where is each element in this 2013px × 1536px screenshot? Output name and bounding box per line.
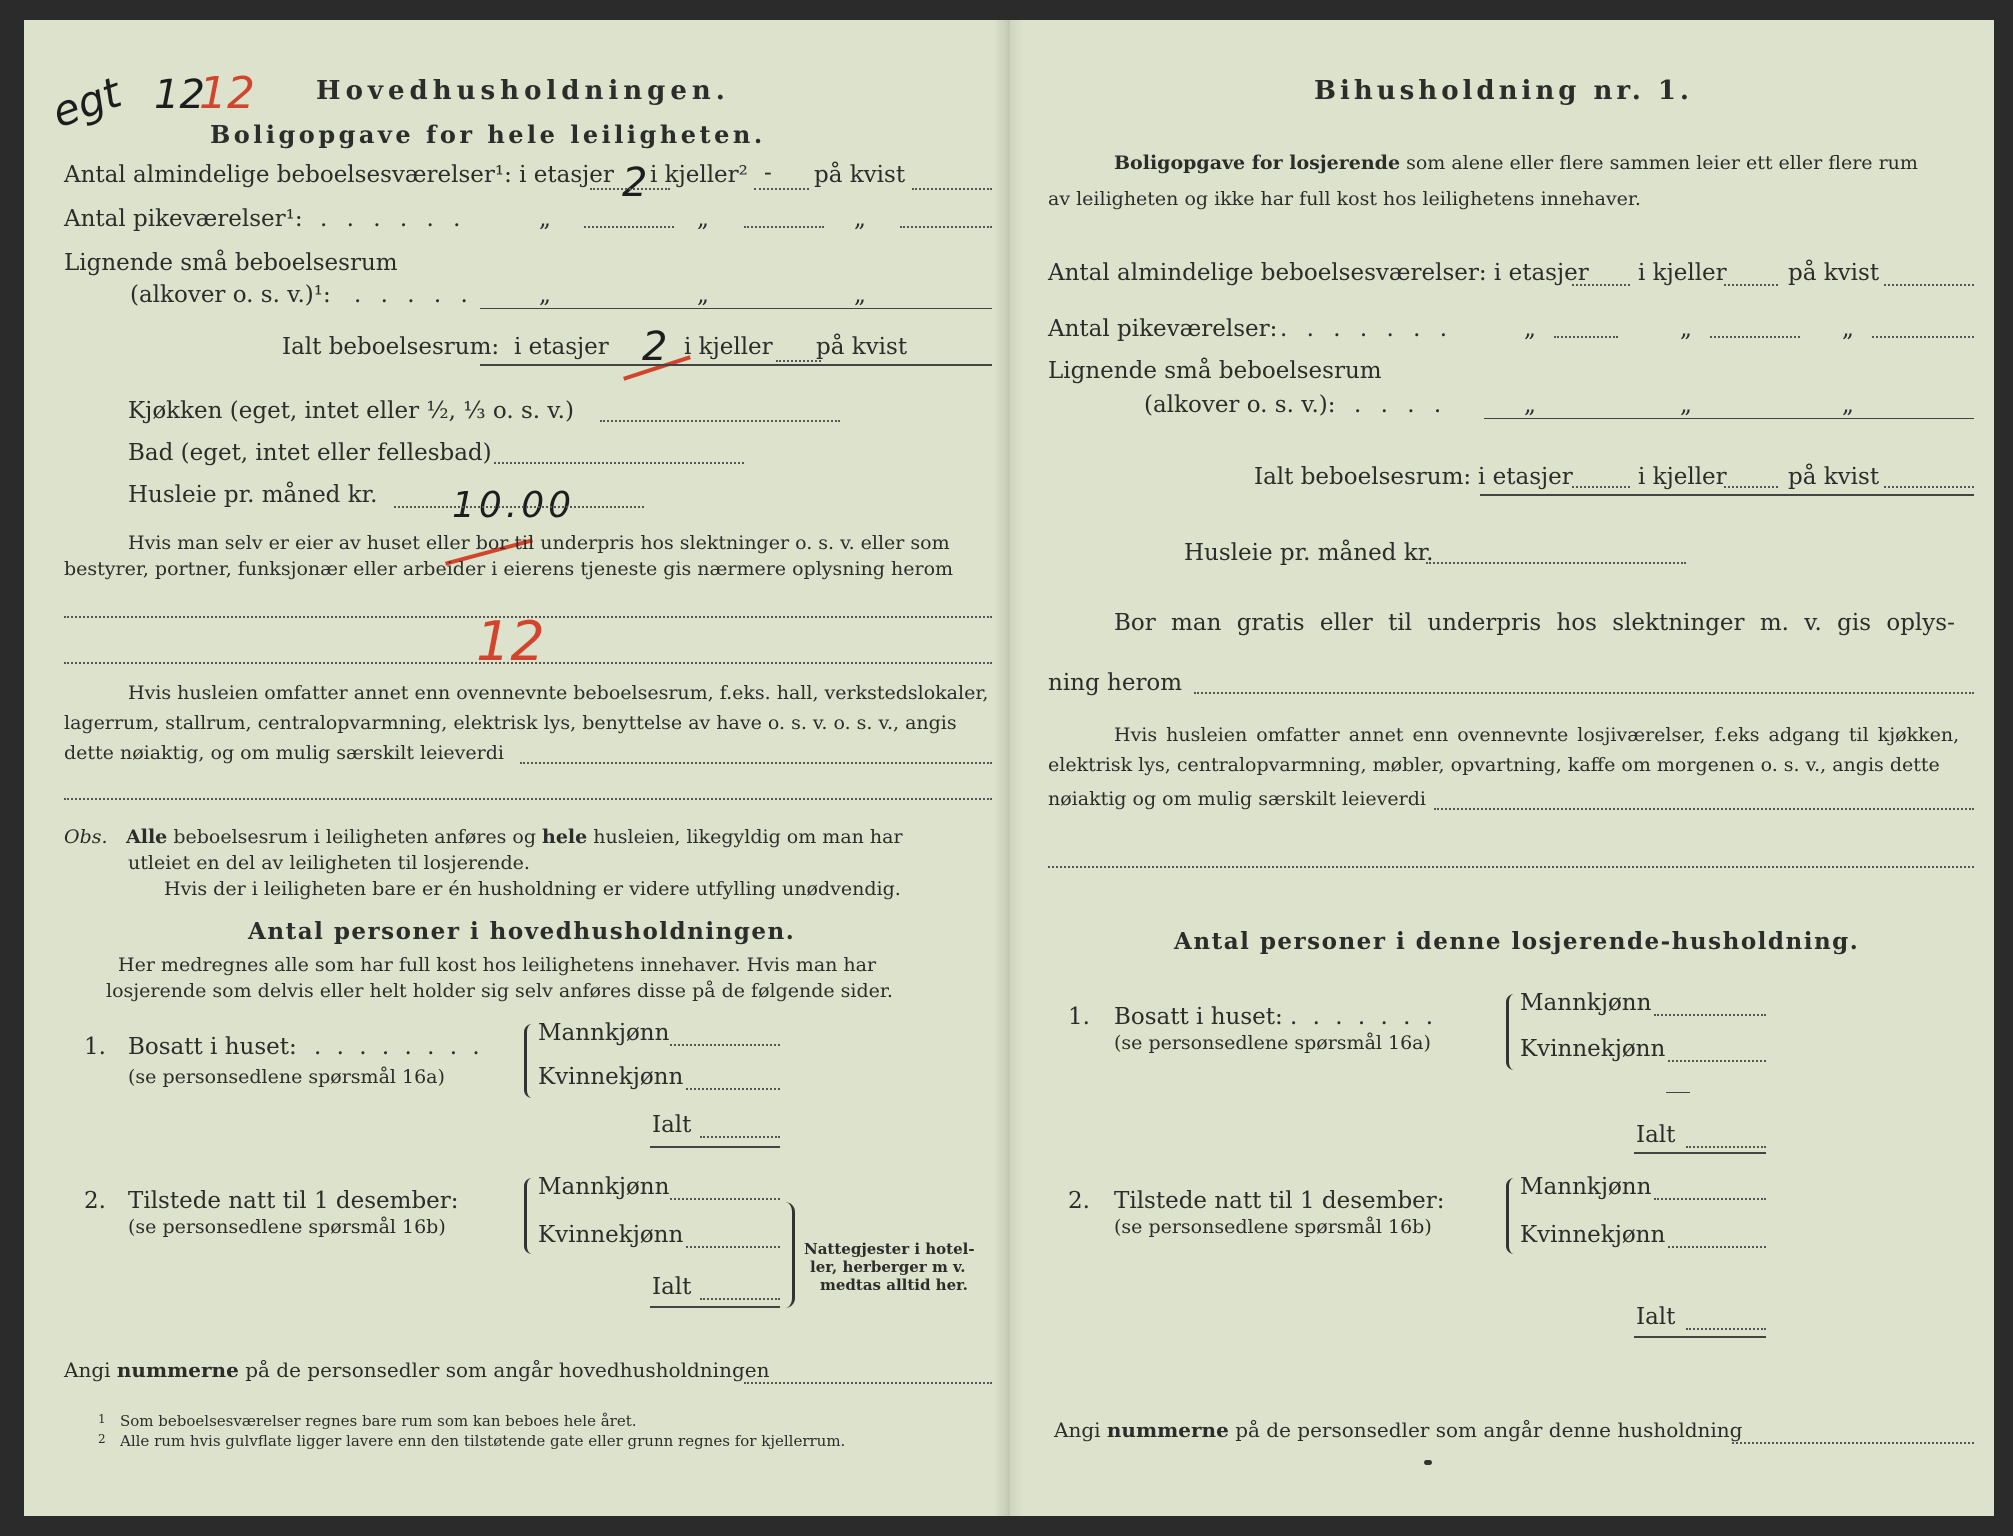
right-q2-brace — [1506, 1178, 1519, 1254]
left-persons-line1: Her medregnes alle som har full kost hos leilighetens innehaver. Hvis man har — [118, 954, 877, 976]
right-angi-c: på de personsedler som angår denne husholdning — [1235, 1418, 1743, 1442]
page-fold — [994, 20, 1024, 1516]
left-kjokken: Kjøkken (eget, intet eller ½, ⅓ o. s. v.) — [128, 398, 574, 424]
left-bad-line — [494, 462, 744, 464]
scrawl-top-left-2: 12 — [154, 72, 205, 118]
scrawl-top-left: egt — [45, 67, 128, 138]
left-title: Hovedhusholdningen. — [316, 76, 730, 106]
right-angi-line — [1732, 1442, 1974, 1444]
left-r3-ditto-1: „ — [539, 282, 551, 308]
left-q1-brace — [524, 1024, 537, 1098]
left-r3-dots: . . . . . — [354, 282, 474, 308]
right-intro-line2: av leiligheten og ikke har full kost hos leilighetens innehaver. — [1048, 188, 1641, 210]
right-q2-num: 2. — [1068, 1188, 1090, 1214]
left-obs-text2: husleien, likegyldig om man har — [593, 826, 903, 848]
left-para2-line3: dette nøiaktig, og om mulig særskilt leieverdi — [64, 742, 504, 764]
left-q2-sub: (se personsedlene spørsmål 16b) — [128, 1216, 446, 1238]
right-q2-kvinne: Kvinnekjønn — [1520, 1222, 1666, 1248]
right-r1-kjeller: i kjeller — [1638, 260, 1727, 286]
right-ialt-kvist-line — [1884, 486, 1974, 488]
right-r2-dots: . . . . . . . — [1280, 316, 1454, 342]
right-q2-mann: Mannkjønn — [1520, 1174, 1652, 1200]
right-q1-ialt: Ialt — [1636, 1122, 1676, 1148]
right-q2-ialt: Ialt — [1636, 1304, 1676, 1330]
right-q1-kvinne: Kvinnekjønn — [1520, 1036, 1666, 1062]
left-q2-ialt-rule — [650, 1306, 780, 1308]
left-obs-line3: Hvis der i leiligheten bare er én husholdning er videre utfylling unødvendig. — [164, 878, 901, 900]
right-angi — [1054, 1418, 1742, 1442]
right-ialt-rule — [1480, 494, 1974, 496]
right-r2-ditto-3: „ — [1842, 316, 1854, 342]
right-q1-mann-line — [1654, 1014, 1766, 1016]
right-r2-ditto-2: „ — [1680, 316, 1692, 342]
left-obs-hele: hele — [542, 826, 588, 848]
left-husleie: Husleie pr. måned kr. — [128, 482, 378, 508]
left-angi — [64, 1358, 769, 1382]
left-q2-right-brace — [782, 1202, 795, 1308]
left-natt-note-1: Nattegjester i hotel- — [804, 1240, 975, 1258]
left-fn2: Alle rum hvis gulvflate ligger lavere enn den tilstøtende gate eller grunn regnes for kjellerrum. — [120, 1432, 846, 1450]
left-q1-ialt-line — [700, 1136, 780, 1138]
right-ialt-kvist: på kvist — [1788, 464, 1880, 490]
left-persons-title: Antal personer i hovedhusholdningen. — [248, 918, 796, 945]
left-para2-line2: lagerrum, stallrum, centralopvarmning, elektrisk lys, benyttelse av have o. s. v. o. s. v., angis — [64, 712, 957, 734]
left-para2-line-b — [64, 798, 992, 800]
left-para1-line2: bestyrer, portner, funksjonær eller arbeider i eierens tjeneste gis nærmere oplysning herom — [64, 558, 954, 580]
right-q2-mann-line — [1654, 1198, 1766, 1200]
right-q1-mann: Mannkjønn — [1520, 990, 1652, 1016]
left-q1-label: Bosatt i huset: — [128, 1034, 297, 1060]
left-r3-label-1: Lignende små beboelsesrum — [64, 250, 398, 276]
right-r3-ditto-2: „ — [1680, 392, 1692, 418]
right-q1-dots: . . . . . . . — [1290, 1004, 1438, 1030]
left-ialt-label: Ialt beboelsesrum: — [282, 334, 500, 360]
right-r3-rule — [1484, 418, 1974, 419]
left-r2-dots: . . . . . . — [320, 206, 467, 232]
right-q2-sub: (se personsedlene spørsmål 16b) — [1114, 1216, 1432, 1238]
left-fn2-num: 2 — [98, 1432, 106, 1446]
right-q1-brace — [1506, 994, 1519, 1070]
left-obs-label: Obs. — [64, 826, 108, 848]
left-bad: Bad (eget, intet eller fellesbad) — [128, 440, 492, 466]
left-q2-num: 2. — [84, 1188, 106, 1214]
left-q1-kvinne-line — [686, 1088, 780, 1090]
right-intro-bold: Boligopgave for losjerende — [1114, 152, 1401, 174]
right-ialt-kjeller: i kjeller — [1638, 464, 1727, 490]
right-angi-nummerne: nummerne — [1106, 1418, 1229, 1442]
right-ialt-kjeller-line — [1724, 486, 1778, 488]
left-kjokken-line — [600, 420, 840, 422]
left-fn1: Som beboelsesværelser regnes bare rum som kan beboes hele året. — [120, 1412, 637, 1430]
left-q1-sub: (se personsedlene spørsmål 16a) — [128, 1066, 445, 1088]
left-obs-alle: Alle — [126, 826, 168, 848]
right-r2-line-3 — [1872, 336, 1974, 338]
red-mark-margin: 12 — [476, 610, 545, 673]
left-r3-ditto-3: „ — [854, 282, 866, 308]
left-q2-mann: Mannkjønn — [538, 1174, 670, 1200]
left-q1-mann-line — [670, 1044, 780, 1046]
right-q1-dash — [1666, 1092, 1690, 1093]
left-q1-ialt-rule — [650, 1146, 780, 1148]
left-r2-ditto-3: „ — [854, 206, 866, 232]
left-para1-line-a — [64, 616, 992, 618]
left-q1-dots: . . . . . . . . — [314, 1034, 484, 1060]
right-r3-ditto-3: „ — [1842, 392, 1854, 418]
left-r2-ditto-1: „ — [539, 206, 551, 232]
left-r3-ditto-2: „ — [697, 282, 709, 308]
census-form-sheet — [24, 20, 1994, 1516]
right-q2-ialt-line — [1686, 1328, 1766, 1330]
right-r3-dots: . . . . — [1354, 392, 1448, 418]
right-r3-ditto-1: „ — [1524, 392, 1536, 418]
right-r1-kvist-line — [1884, 284, 1974, 286]
left-r1-etasjer-line — [590, 188, 670, 190]
left-ialt-kjeller-line — [776, 360, 821, 362]
left-ialt-kjeller: i kjeller — [684, 334, 773, 360]
left-r1-kvist: på kvist — [814, 162, 906, 188]
right-title: Bihusholdning nr. 1. — [1314, 76, 1693, 106]
left-subtitle: Boligopgave for hele leiligheten. — [210, 120, 766, 149]
left-q2-kvinne-line — [686, 1246, 780, 1248]
left-q1-kvinne: Kvinnekjønn — [538, 1064, 684, 1090]
right-r1-etasjer-line — [1572, 284, 1630, 286]
left-natt-note-2: ler, herberger m v. — [810, 1258, 966, 1276]
left-r2-label: Antal pikeværelser¹: — [64, 206, 303, 232]
right-angi-a: Angi — [1054, 1418, 1101, 1442]
left-q2-ialt: Ialt — [652, 1274, 692, 1300]
right-husleie-line — [1426, 562, 1686, 564]
right-r2-ditto-1: „ — [1524, 316, 1536, 342]
left-r1-label: Antal almindelige beboelsesværelser¹: i etasjer — [64, 162, 614, 188]
right-q1-kvinne-line — [1668, 1060, 1766, 1062]
left-r1-kjeller-value: - — [764, 160, 772, 186]
right-persons-title: Antal personer i denne losjerende-husholdning. — [1174, 928, 1860, 955]
right-r1-label: Antal almindelige beboelsesværelser: i etasjer — [1048, 260, 1589, 286]
right-q1-num: 1. — [1068, 1004, 1090, 1030]
value-etasjer: 2 — [622, 160, 648, 206]
right-para-line-b — [1048, 866, 1974, 868]
right-para-line-a — [1434, 808, 1974, 810]
right-husleie: Husleie pr. måned kr. — [1184, 540, 1434, 566]
right-q2-label: Tilstede natt til 1 desember: — [1114, 1188, 1445, 1214]
right-r2-line-2 — [1710, 336, 1800, 338]
right-r1-kvist: på kvist — [1788, 260, 1880, 286]
right-q1-ialt-rule — [1634, 1152, 1766, 1154]
right-intro-line1 — [1114, 152, 1918, 174]
left-r1-kjeller: i kjeller² — [650, 162, 748, 188]
left-r2-ditto-2: „ — [697, 206, 709, 232]
left-r1-kjeller-line — [754, 188, 809, 190]
left-q1-mann: Mannkjønn — [538, 1020, 670, 1046]
left-fn1-num: 1 — [98, 1412, 106, 1426]
right-r3-label-1: Lignende små beboelsesrum — [1048, 358, 1382, 384]
left-r3-label-2: (alkover o. s. v.)¹: — [130, 282, 331, 308]
right-ialt-label: Ialt beboelsesrum: — [1254, 464, 1472, 490]
right-r2-label: Antal pikeværelser: — [1048, 316, 1278, 342]
left-natt-note-3: medtas alltid her. — [820, 1276, 968, 1294]
right-gratis-line — [1194, 692, 1974, 694]
left-husleie-line — [394, 506, 644, 508]
right-r3-label-2: (alkover o. s. v.): — [1144, 392, 1336, 418]
right-ink-dot — [1424, 1460, 1432, 1465]
left-obs-line2: utleiet en del av leiligheten til losjerende. — [128, 852, 530, 874]
left-obs-text1: beboelsesrum i leiligheten anføres og — [173, 826, 536, 848]
red-mark-top: 12 — [199, 68, 255, 119]
right-para-line1: Hvis husleien omfatter annet enn ovennevnte losjiværelser, f.eks adgang til kjøkken, — [1114, 724, 1960, 746]
right-q1-label: Bosatt i huset: — [1114, 1004, 1283, 1030]
right-intro-rest: som alene eller flere sammen leier ett eller flere rum — [1406, 152, 1918, 174]
left-para2-line-a — [520, 762, 992, 764]
left-angi-c: på de personsedler som angår hovedhusholdningen — [245, 1358, 770, 1382]
left-para1-line1: Hvis man selv er eier av huset eller bor til underpris hos slektninger o. s. v. eller som — [128, 532, 950, 554]
value-ialt-etasjer: 2 — [642, 324, 668, 370]
right-gratis-line1: Bor man gratis eller til underpris hos slektninger m. v. gis oplys- — [1114, 610, 1955, 636]
left-ialt-kvist: på kvist — [816, 334, 908, 360]
right-q2-ialt-rule — [1634, 1336, 1766, 1338]
right-ialt-etasjer: i etasjer — [1478, 464, 1573, 490]
left-r2-line-3 — [900, 226, 992, 228]
left-q2-label: Tilstede natt til 1 desember: — [128, 1188, 459, 1214]
left-q2-mann-line — [670, 1198, 780, 1200]
right-r1-kjeller-line — [1724, 284, 1778, 286]
left-obs-line1 — [126, 826, 903, 848]
left-r2-line-2 — [744, 226, 824, 228]
left-q2-ialt-line — [700, 1298, 780, 1300]
right-para-line3: nøiaktig og om mulig særskilt leieverdi — [1048, 788, 1426, 810]
left-q2-brace — [524, 1178, 537, 1254]
right-gratis-line2: ning herom — [1048, 670, 1183, 696]
left-angi-a: Angi — [64, 1358, 111, 1382]
left-r1-kvist-line — [912, 188, 992, 190]
right-ialt-etasjer-line — [1572, 486, 1630, 488]
left-q2-kvinne: Kvinnekjønn — [538, 1222, 684, 1248]
left-q1-ialt: Ialt — [652, 1112, 692, 1138]
left-ialt-rule — [480, 364, 992, 366]
left-q1-num: 1. — [84, 1034, 106, 1060]
left-r2-line-1 — [584, 226, 674, 228]
right-q2-kvinne-line — [1668, 1246, 1766, 1248]
right-q1-sub: (se personsedlene spørsmål 16a) — [1114, 1032, 1431, 1054]
left-ialt-etasjer: i etasjer — [514, 334, 609, 360]
left-persons-line2: losjerende som delvis eller helt holder sig selv anføres disse på de følgende sider. — [106, 980, 893, 1002]
value-husleie: 10.00 — [452, 485, 576, 526]
left-para2-line1: Hvis husleien omfatter annet enn ovennevnte beboelsesrum, f.eks. hall, verkstedslokaler, — [128, 682, 989, 704]
right-para-line2: elektrisk lys, centralopvarmning, møbler, opvartning, kaffe om morgenen o. s. v., angis dette — [1048, 754, 1940, 776]
left-para1-line-b — [64, 662, 992, 664]
right-r2-line-1 — [1554, 336, 1618, 338]
left-angi-line — [744, 1382, 992, 1384]
left-angi-nummerne: nummerne — [116, 1358, 239, 1382]
right-q1-ialt-line — [1686, 1146, 1766, 1148]
left-r3-rule — [480, 308, 992, 309]
